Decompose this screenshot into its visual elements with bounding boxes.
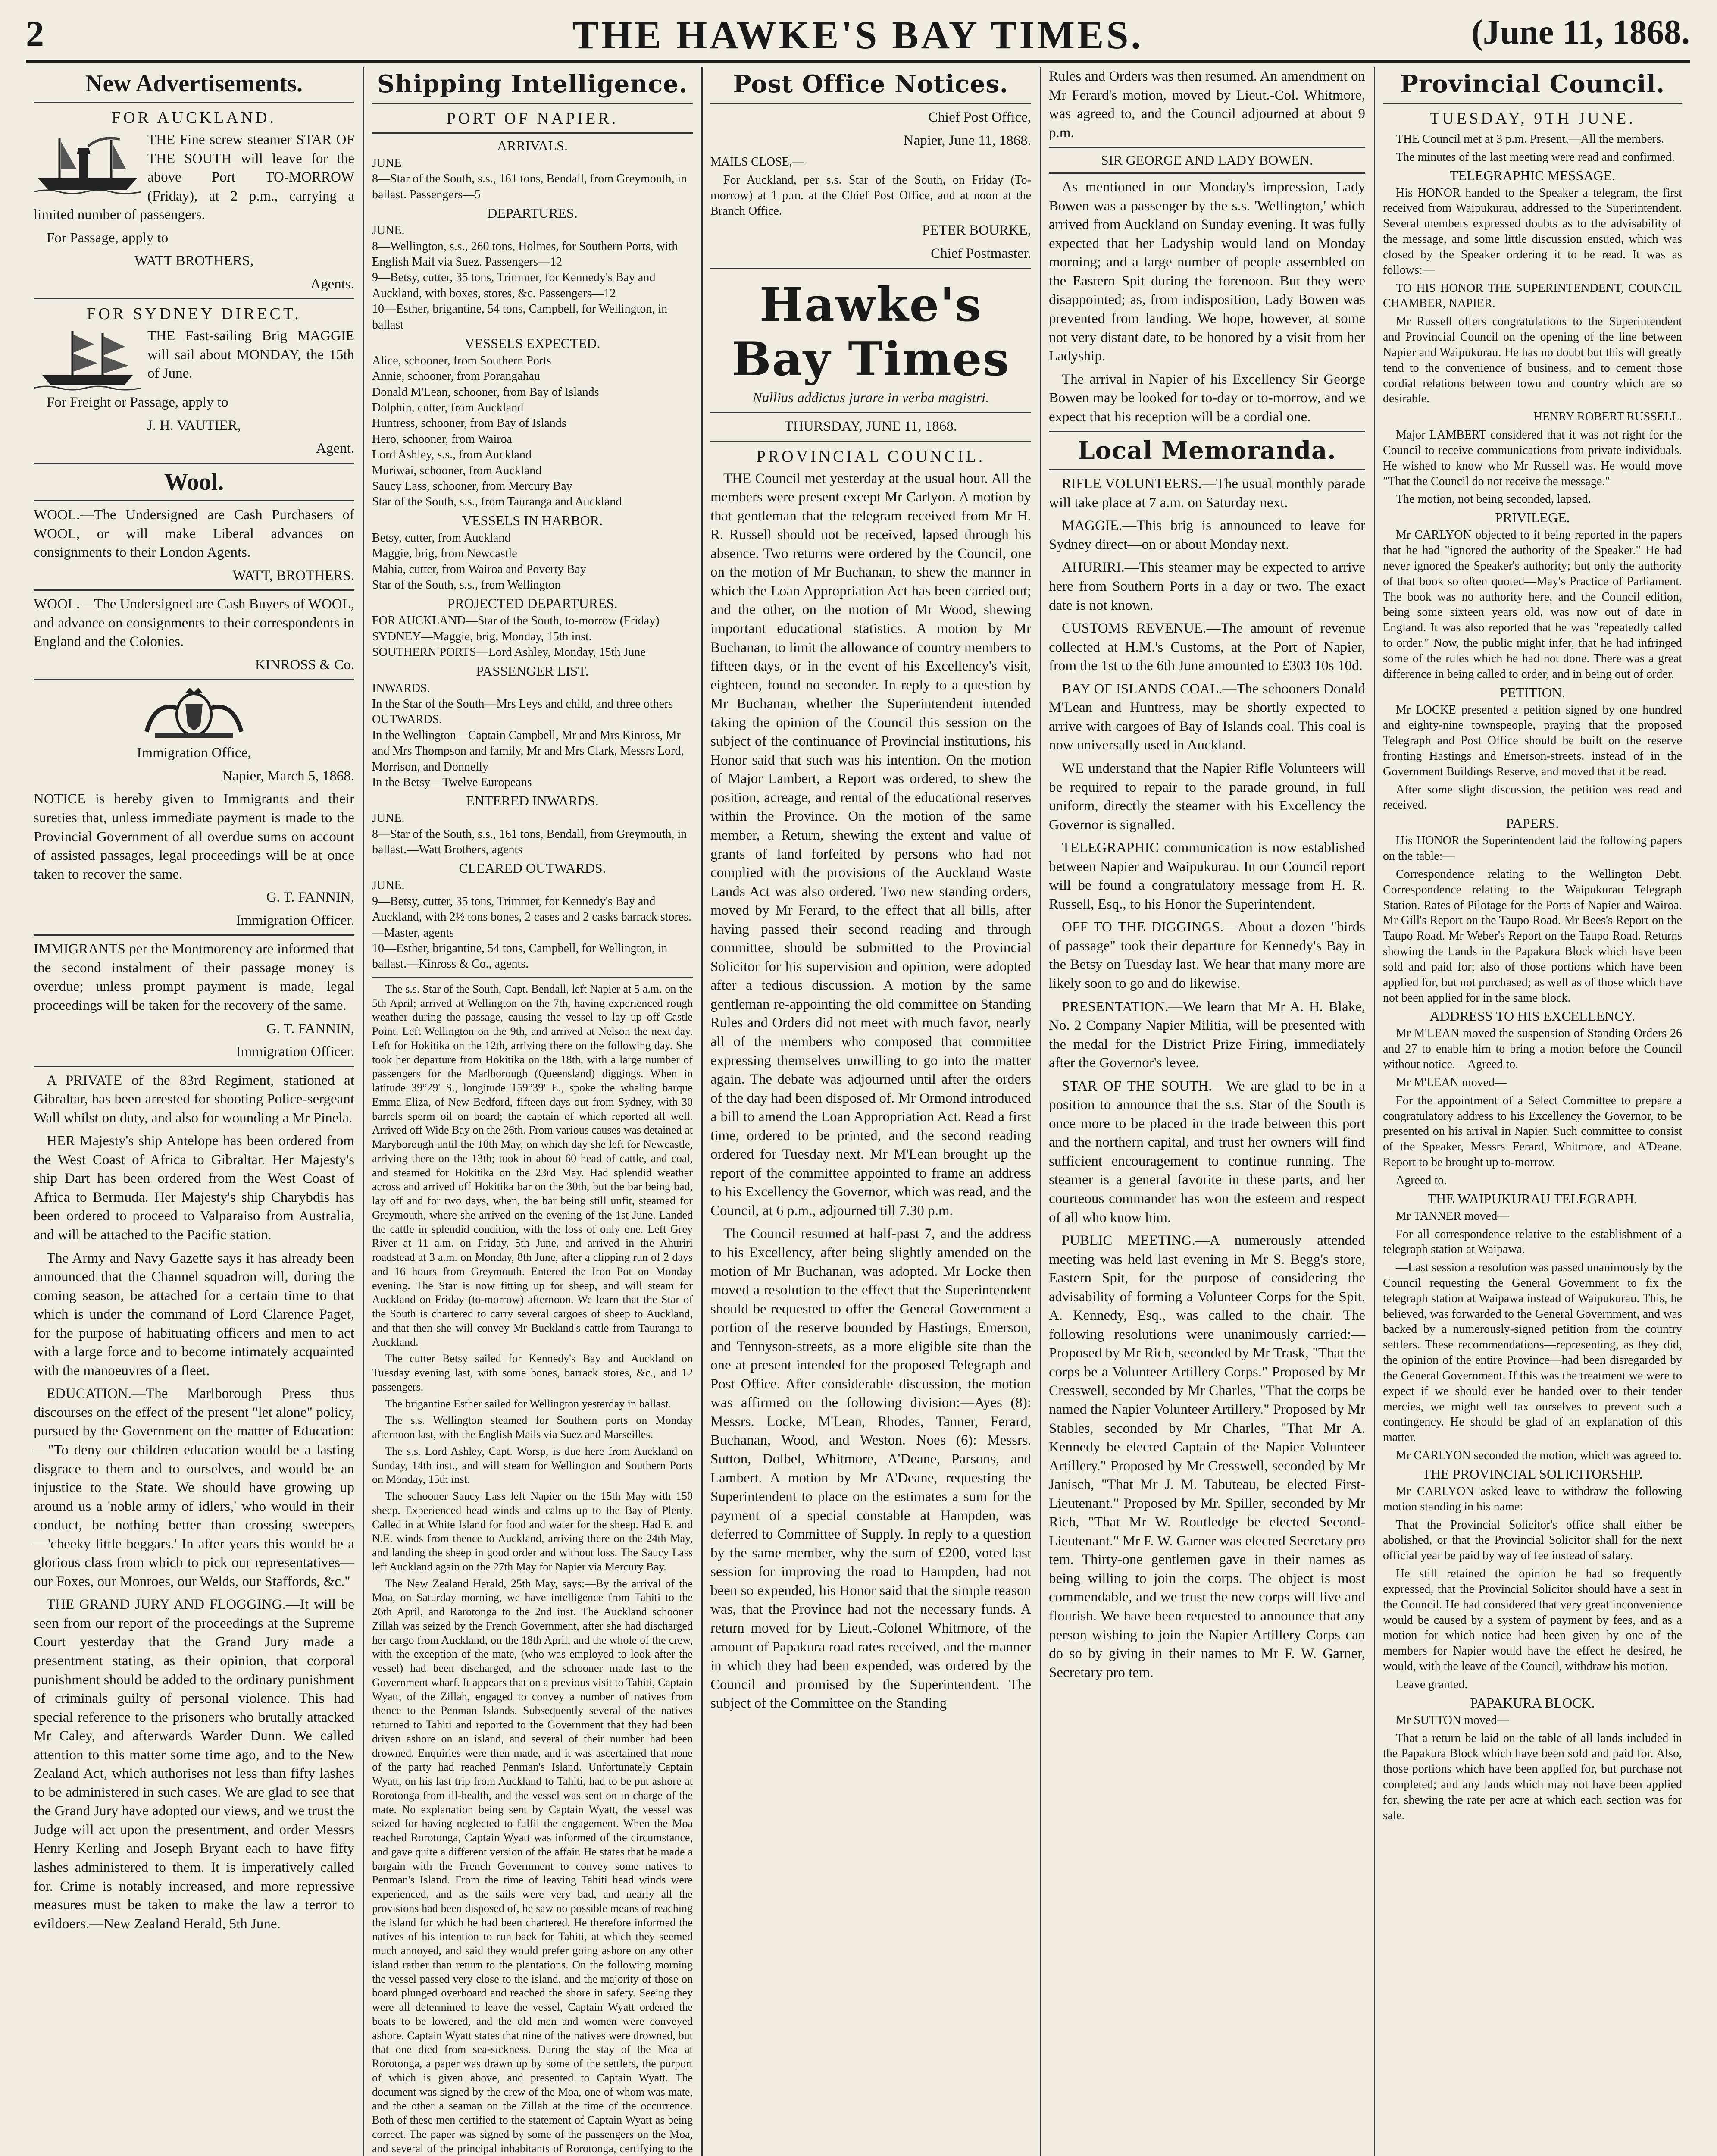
section-title-post-office: Post Office Notices. (733, 70, 1009, 98)
proceedings-signature: HENRY ROBERT RUSSELL. (1533, 410, 1682, 424)
council-report-paragraph: THE Council met yesterday at the usual hour. All the members were present except Mr Carlyon. A motion by that gentleman that the telegram received from Mr H. R. Russell should not be received, lapsed through his absence. Two returns were ordered by the Council, one on the motion of Mr Buchanan, to shew the manner in which the Loan Appropriation Act has been carried out; and the other, on the motion of Mr Wood, shewing important educational statistics. A motion by Mr Buchanan, to limit the allowance of country members to fifteen days, or in the event of his Excellency's visit, eighteen, found no seconder. In reply to a question by Mr Buchanan, whether the Superintendent intended taking the opinion of the Council this session on the subject of the continuance of Provincial institutions, his Honor said that such was his intention. On the motion of Major Lambert, a Report was ordered, to shew the position, acreage, and rental of the educational reserves within the Province. On the motion of the same member, a Return, shewing the extent and value of grants of land forfeited by persons who had not complied with the provisions of the Auckland Waste Lands Act was also ordered. Two new standing orders, moved by Mr Ferard, to the effect that all bills, after having passed their second reading and through committee, should be submitted to the Provincial Solicitor for his supervision and opinion, were adopted after a tedious discussion. A motion by the same gentleman re-appointing the old committee on Standing Rules and Orders did not meet with much favor, nearly all of the members who composed that committee expressing themselves unwilling to go into the matter again. The debate was adjourned until after the orders of the day had been disposed of. Mr Ormond introduced a bill to amend the Loan Appropriation Act. Read a first time, ordered to be printed, and the second reading ordered for Tuesday next. Mr M'Lean brought up the report of the committee appointed to frame an address to his Excellency the Governor, which was read, and the Council, at 6 p.m., adjourned till 7.30 p.m. (710, 470, 1031, 1219)
vessel-entry: Huntress, schooner, from Bay of Islands (372, 417, 566, 430)
divider (1049, 172, 1365, 174)
proceedings-subheading: PAPERS. (1506, 815, 1559, 831)
editorial-motto: Nullius addictus jurare in verba magistri. (752, 390, 989, 406)
memorandum-paragraph: TELEGRAPHIC communication is now established between Napier and Waipukurau. In our Council report will be found a congratulatory message from H. R. Russell, Esq., to his Honor the Superintendent. (1049, 840, 1365, 912)
immigration-office: Immigration Office, (137, 745, 251, 761)
vessels-in-harbor-list (372, 530, 693, 593)
memorandum-paragraph: CUSTOMS REVENUE.—The amount of revenue collected at H.M.'s Customs, at the Port of Napier, from the 1st to the 6th June amounted to £303 10s 10d. (1049, 620, 1365, 674)
departures-heading: DEPARTURES. (487, 205, 578, 221)
news-paragraph: A PRIVATE of the 83rd Regiment, stationed at Gibraltar, has been arrested for shooting Police-sergeant Wall whilst on duty, and also for wounding a Mr Pinela. (34, 1072, 354, 1126)
shipping-report-paragraph: The s.s. Star of the South, Capt. Bendall, left Napier at 5 a.m. on the 5th April; arrived at Wellington on the 7th, having experienced rough weather during the passage, causing the vessel to lay up off Castle Point. Left Wellington on the 9th, and arrived at Nelson the next day. Left for Hokitika on the 12th, arriving there on the following day. She took her departure from Hokitika on the 18th, with a large number of passengers for the Marlborough (Queensland) diggings. When in latitude 39°29' S., longitude 159°39' E., spoke the whaling barque Emma Eliza, of New Bedford, fifteen days out from Sydney, with 30 barrels sperm oil on board; the captain of which reported all well. Arrived off Wide Bay on the 26th. From various causes was detained at Maryborough until the 10th May, on which day she left for Newcastle, arriving there on the 13th; took in about 60 head of cattle, and coal, and steamed for Hokitika on the 23rd May. Had splendid weather across and arrived off Hokitika bar on the 30th, but the bar being bad, lay off and for two days, when, the bar being still unfit, steamed for Greymouth, where she arrived on the evening of the 1st June. Landed the cattle in splendid condition, with the loss of only one. Left Grey River at 11 a.m. on Friday, 5th June, and arrived in the Ahuriri roadstead at 3 a.m. on Monday, 8th June, after a clipping run of 2 days and 16 hours from Greymouth. Entered the Iron Pot on Monday evening. The Star is now fitting up for sheep, and will steam for Auckland on Friday (to-morrow) afternoon. We learn that the Star of the South is chartered to carry several cargoes of sheep to Auckland, and that then she will convey Mr Buckland's cattle from Tauranga to Auckland. (372, 982, 693, 1348)
divider (1049, 469, 1365, 470)
divider (34, 1066, 354, 1067)
proceedings-paragraph: He still retained the opinion he had so frequently expressed, that the Provincial Solicitor should have a seat in the Council. He had considered that very great inconvenience would be caused by a system of payment by fees, and as a motion for which notice had been given by one of the members for Napier would have the effect he desired, he would, with the leave of the Council, withdraw his motion. (1383, 1567, 1682, 1673)
shipping-report-paragraph: The s.s. Wellington steamed for Southern ports on Monday afternoon last, with the English Mails via Suez and Marseilles. (372, 1414, 693, 1441)
shipping-entry: 8—Wellington, s.s., 260 tons, Holmes, for Southern Ports, with English Mail via Suez. Passengers—12 (372, 239, 678, 269)
section-title-new-advertisements: New Advertisements. (85, 70, 303, 97)
cleared-outwards-list (372, 878, 693, 972)
sydney-ad-freight: For Freight or Passage, apply to (47, 395, 228, 411)
vessel-entry: Annie, schooner, from Porangahau (372, 370, 540, 383)
immigration-notice-signer-title: Immigration Officer. (236, 912, 354, 928)
arrivals-heading: ARRIVALS. (497, 138, 568, 154)
entered-inwards-list (372, 811, 693, 858)
column-shipping (364, 67, 701, 2156)
memorandum-paragraph: WE understand that the Napier Rifle Volunteers will be required to repair to the parade ground, in full uniform, directly the steamer with his Excellency the Governor is signalled. (1049, 760, 1365, 833)
immigration-date: Napier, March 5, 1868. (222, 768, 354, 784)
proceedings-subheading: PAPAKURA BLOCK. (1470, 1695, 1595, 1711)
proceedings-paragraph: His HONOR handed to the Speaker a telegram, the first received from Waipukurau, addressed to the Superintendent. Several members expressed doubts as to the advisability of the message, and some little discussion ensued, which was closed by the Speaker ordering it to be read. It was as follows:— (1383, 186, 1682, 277)
passenger-entry: OUTWARDS. (372, 713, 442, 727)
column-local-news (1041, 67, 1373, 2156)
section-title-provincial-council: Provincial Council. (1400, 70, 1665, 98)
postmaster-title: Chief Postmaster. (931, 245, 1031, 261)
memorandum-paragraph: OFF TO THE DIGGINGS.—About a dozen "birds of passage" took their departure for Kennedy's Bay in the Betsy on Tuesday last. We hear that many more are likely soon to go and do likewise. (1049, 919, 1365, 991)
divider (372, 103, 693, 104)
vessel-entry: Star of the South, s.s., from Tauranga and Auckland (372, 495, 622, 509)
divider (710, 441, 1031, 442)
proceedings-subheading: TELEGRAPHIC MESSAGE. (1449, 167, 1615, 183)
royal-coat-of-arms-icon (129, 684, 259, 740)
divider (34, 102, 354, 103)
passenger-entry: In the Betsy—Twelve Europeans (372, 775, 532, 789)
expected-heading: VESSELS EXPECTED. (464, 335, 600, 351)
local-memoranda-list (1049, 475, 1365, 1682)
proceedings-quoted-text: That a return be laid on the table of all lands included in the Papakura Block which have been sold and paid for. Also, those portions which have been applied for, but purchase not completed; and any lands which may not have been applied for, shewing the rate per acre at which each section was for sale. (1383, 1731, 1682, 1822)
bowen-paragraph: As mentioned in our Monday's impression, Lady Bowen was a passenger by the s.s. 'Wellington,' which arrived from Auckland on Sunday evening. It was fully expected that her Ladyship would land on Monday morning; and a large number of people assembled on the Eastern Spit during the forenoon. But they were disappointed; as, from indisposition, Lady Bowen was prevented from landing. We hope, however, at some not very distant date, to be honored by a visit from her Ladyship. (1049, 179, 1365, 364)
shipping-report-paragraph: The s.s. Lord Ashley, Capt. Worsp, is due here from Auckland on Sunday, 14th inst., and will steam for Wellington and Southern Ports on Monday, 15th inst. (372, 1445, 693, 1486)
proceedings-paragraph: Leave granted. (1396, 1677, 1468, 1691)
news-paragraph: The Army and Navy Gazette says it has already been announced that the Channel squadron will, during the coming season, be attached for a certain time to that which is under the command of Lord Clarence Paget, for the purpose of habituating officers and men to act with a large force and to become intimately acquainted with the manoeuvres of a fleet. (34, 1250, 354, 1379)
departures-list (372, 223, 693, 333)
proceedings-paragraph: Agreed to. (1396, 1173, 1447, 1187)
vessel-entry: Saucy Lass, schooner, from Mercury Bay (372, 479, 572, 493)
shipping-report-paragraph: The cutter Betsy sailed for Kennedy's Bay and Auckland on Tuesday evening last, with some bones, barrack stores, &c., and 12 passengers. (372, 1352, 693, 1393)
divider (710, 412, 1031, 413)
projected-departures-list (372, 613, 693, 660)
bowen-paragraph: The arrival in Napier of his Excellency Sir George Bowen may be looked for to-day or to-morrow, and we expect that his reception will be a cordial one. (1049, 371, 1365, 425)
column-post-office-and-editorial (703, 67, 1039, 2156)
editorial-masthead: Hawke's Bay Times (732, 277, 1010, 386)
shipping-report-paragraph: The brigantine Esther sailed for Wellington yesterday in ballast. (385, 1397, 671, 1410)
page-header (26, 9, 1690, 58)
shipping-report-paragraph: The schooner Saucy Lass left Napier on the 15th May with 150 sheep. Experienced head winds and calms up to the Bay of Plenty. Called in at White Island for food and water for the sheep. Had E. and N.E. winds from thence to Auckland, arriving there on the 24th May, and landing the sheep in good order and without loss. The Saucy Lass left Auckland again on the 27th May for Napier via Mercury Bay. (372, 1490, 693, 1573)
shipping-entry: JUNE (372, 157, 402, 170)
post-office-address: Chief Post Office, (928, 110, 1031, 125)
steamer-ship-icon (34, 131, 141, 195)
vessel-entry: Maggie, brig, from Newcastle (372, 547, 517, 561)
auckland-ad-heading: FOR AUCKLAND. (111, 109, 277, 127)
proceedings-paragraph: THE Council met at 3 p.m. Present,—All the members. (1396, 132, 1664, 146)
sydney-ad-agent-title: Agent. (316, 441, 354, 457)
shipping-entry: 8—Star of the South, s.s., 161 tons, Bendall, from Greymouth, in ballast.—Watt Brothers, agents (372, 827, 687, 857)
shipping-entry: 8—Star of the South, s.s., 161 tons, Bendall, from Greymouth, in ballast. Passengers—5 (372, 172, 687, 201)
divider (1383, 103, 1682, 104)
news-paragraph: HER Majesty's ship Antelope has been ordered from the West Coast of Africa to Gibraltar. Her Majesty's ship Dart has been ordered from the West Coast of Africa to Bermuda. Her Majesty's ship Charybdis has been ordered to proceed to Valparaiso from Australia, and will be attached to the Pacific station. (34, 1133, 354, 1243)
memorandum-paragraph: STAR OF THE SOUTH.—We are glad to be in a position to announce that the s.s. Star of the South is once more to be placed in the trade between this port and the northern capital, and trust her owners will find sufficient encouragement to continue running. The steamer is a general favorite in these parts, and her courteous commander has won the esteem and respect of all who know him. (1049, 1078, 1365, 1225)
vessel-entry: Hero, schooner, from Wairoa (372, 432, 512, 446)
proceedings-paragraph: Mr TANNER moved— (1396, 1209, 1510, 1223)
proceedings-paragraph: The motion, not being seconded, lapsed. (1396, 492, 1591, 506)
harbor-heading: VESSELS IN HARBOR. (462, 512, 603, 528)
proceedings-paragraph: Mr CARLYON objected to it being reported in the papers that he had "ignored the authority of the Speaker." He had never ignored the Speaker's authority; but only the authority of that book so often quoted—May's Practice of Parliament. The book was no authority here, and the Council edition, being some sixteen years old, was now out of date in England. It was also reported that he was "repeatedly called to order." Now, the public might infer, that he had infringed some of the rules which he had not done. There was a great difference in being called to order, and in being out of order. (1383, 528, 1682, 681)
auckland-ad (34, 131, 354, 229)
memorandum-paragraph: PRESENTATION.—We learn that Mr A. H. Blake, No. 2 Company Napier Militia, will be presented with the medal for the District Prize Firing, immediately after the Governor's levee. (1049, 999, 1365, 1071)
wool-ad-kinross-body: WOOL.—The Undersigned are Cash Buyers of WOOL, and advance on consignments to their correspondents in England and the Colonies. (34, 596, 354, 650)
proceedings-subheading: PETITION. (1500, 684, 1565, 700)
proceedings-paragraph: Mr SUTTON moved— (1396, 1713, 1509, 1727)
vessel-entry: Mahia, cutter, from Wairoa and Poverty Bay (372, 562, 586, 576)
news-paragraph: EDUCATION.—The Marlborough Press thus discourses on the effect of the present "let alone" policy, pursued by the Government on the matter of Education:—"To deny our children education would be a lasting disgrace to them and to ourselves, and would be an injustice to the State. We should have growing up around us a 'noble army of idlers,' who would in their conduct, be nothing better than crossing sweepers—'cheeky little beggars.' In after years this would be a glorious class from which to pick our representatives—our Foxes, our Monroes, our Welds, our Staffords, &c." (34, 1386, 354, 1589)
proceedings-paragraph: —Last session a resolution was passed unanimously by the Council requesting the General Government to fix the telegraph station at Waipawa instead of Waipukurau. This, he believed, was forwarded to the General Government, and was backed by a numerously-signed petition from the country settlers. These recommendations—representing, as they did, the opinion of the entire Province—had been disregarded by the General Government. If this was the treatment we were to expect if we should ever be handed over to their tender mercies, we might well tax ourselves to prevent such a contingency. He should be glad of an explanation of this matter. (1383, 1261, 1682, 1445)
vessel-entry: Betsy, cutter, from Auckland (372, 531, 511, 545)
shipping-entry: SOUTHERN PORTS—Lord Ashley, Monday, 15th June (372, 646, 646, 659)
divider (372, 977, 693, 978)
divider (34, 500, 354, 501)
mails-close-label: MAILS CLOSE,— (710, 155, 804, 169)
issue-date: (June 11, 1868. (1471, 13, 1690, 51)
immigration-notice-signer: G. T. FANNIN, (266, 890, 354, 906)
council-heading: PROVINCIAL COUNCIL. (756, 447, 985, 466)
shipping-entry: JUNE. (372, 879, 405, 893)
postmaster-name: PETER BOURKE, (922, 222, 1031, 238)
proceedings-subheading: PRIVILEGE. (1495, 510, 1570, 526)
divider (372, 132, 693, 134)
proceedings-subheading: ADDRESS TO HIS EXCELLENCY. (1429, 1008, 1636, 1024)
proceedings-quoted-text: Mr Russell offers congratulations to the Superintendent and Provincial Council on the opening of the line between Napier and Waipukurau. He has no doubt but this will greatly tend to the convenience of business, and to cement those cordial relations between town and country which are so desirable. (1383, 315, 1682, 406)
passenger-entry: In the Wellington—Captain Campbell, Mr and Mrs Kinross, Mr and Mrs Thompson and family, Mr and Mrs Clark, Messrs Lord, Morrison, and Donnelly (372, 728, 684, 774)
montmorency-notice-signer-title: Immigration Officer. (236, 1044, 354, 1060)
cleared-heading: CLEARED OUTWARDS. (459, 860, 606, 876)
proceedings-quoted-text: For all correspondence relative to the establishment of a telegraph station at Waipawa. (1383, 1227, 1682, 1257)
memorandum-paragraph: RIFLE VOLUNTEERS.—The usual monthly parade will take place at 7 a.m. on Saturday next. (1049, 476, 1365, 511)
council-report-continuation: Rules and Orders was then resumed. An amendment on Mr Ferard's motion, moved by Lieut.-Col. Whitmore, was agreed to, and the Council adjourned at about 9 p.m. (1049, 69, 1365, 141)
proceedings-paragraph: Major LAMBERT considered that it was not right for the Council to receive communications from private individuals. He wished to know who Mr Russell was. He would move "That the Council do not receive the message." (1383, 428, 1682, 488)
column-advertisements (26, 67, 362, 2156)
auckland-ad-body: THE Fine screw steamer STAR OF THE SOUTH will leave for the above Port TO-MORROW (Friday), at 2 p.m., carrying a limited number of passengers. (34, 132, 354, 223)
shipping-entry: FOR AUCKLAND—Star of the South, to-morrow (Friday) (372, 614, 660, 628)
memorandum-paragraph: PUBLIC MEETING.—A numerously attended meeting was held last evening in Mr S. Begg's store, Eastern Spit, for the purpose of considering the advisability of forming a Volunteer Corps for the Spit. A. Kennedy, Esq., was called to the chair. The following resolutions were unanimously carried:—Proposed by Mr Rich, seconded by Mr Trask, "That the corps be a Volunteer Artillery Corps." Proposed by Mr Cresswell, seconded by Mr Charles, "That the corps be named the Napier Volunteer Artillery." Proposed by Mr Stables, seconded by Mr Charles, "That Mr A. Kennedy be elected Captain of the Napier Volunteer Artillery." Proposed by Mr Cresswell, seconded by Mr Janisch, "That Mr J. M. Tabuteau, be elected First-Lieutenant." Proposed by Mr. Spiller, seconded by Mr Rich, "That Mr W. Routledge be elected Second-Lieutenant." Mr F. W. Garner was elected Secretary pro tem. Thirty-one gentlemen gave in their names as being willing to join the corps. The object is most commendable, and we trust the new corps will live and flourish. We have been requested to announce that any person wishing to join the Napier Artillery Corps can do so by giving in their names to Mr F. W. Garner, Secretary pro tem. (1049, 1233, 1365, 1680)
divider (34, 298, 354, 299)
column-provincial-council (1375, 67, 1690, 2156)
immigration-notice-body: NOTICE is hereby given to Immigrants and their sureties that, unless immediate payment is made to the Provincial Government of all overdue sums on account of assisted passages, legal proceedings will be at once taken to recover the same. (34, 791, 354, 882)
council-date-heading: TUESDAY, 9TH JUNE. (1429, 110, 1636, 128)
header-rule (26, 60, 1690, 63)
council-proceedings (1383, 132, 1682, 1824)
section-title-local-memoranda: Local Memoranda. (1078, 436, 1336, 465)
post-office-date: Napier, June 11, 1868. (903, 132, 1031, 148)
editorial-date: THURSDAY, JUNE 11, 1868. (784, 419, 957, 435)
proceedings-paragraph: Mr CARLYON seconded the motion, which was agreed to. (1396, 1449, 1682, 1463)
vessel-entry: Dolphin, cutter, from Auckland (372, 401, 524, 415)
entered-heading: ENTERED INWARDS. (466, 793, 599, 809)
proceedings-quoted-text: That the Provincial Solicitor's office shall either be abolished, or that the Provincial Solicitor shall for the next official year be paid by way of fee instead of salary. (1383, 1518, 1682, 1563)
passenger-heading: PASSENGER LIST. (476, 663, 589, 679)
vessel-entry: Lord Ashley, s.s., from Auckland (372, 448, 532, 462)
shipping-entry: JUNE. (372, 812, 405, 825)
shipping-entry: 10—Esther, brigantine, 54 tons, Campbell, for Wellington, in ballast.—Kinross & Co., agents. (372, 942, 668, 971)
memorandum-paragraph: MAGGIE.—This brig is announced to leave for Sydney direct—on or about Monday next. (1049, 518, 1365, 552)
passenger-list (372, 681, 693, 791)
sailing-brig-icon (34, 327, 141, 392)
passenger-entry: In the Star of the South—Mrs Leys and child, and three others (372, 697, 673, 711)
shipping-entry: JUNE. (372, 224, 405, 238)
shipping-entry: 9—Betsy, cutter, 35 tons, Trimmer, for Kennedy's Bay and Auckland, with boxes, stores, &c. Passengers—12 (372, 271, 656, 300)
montmorency-notice-body: IMMIGRANTS per the Montmorency are informed that the second instalment of their passage money is overdue; unless prompt payment is made, legal proceedings will be taken for the recovery of the same. (34, 941, 354, 1013)
council-report-paragraph: The Council resumed at half-past 7, and the address to his Excellency, after being slightly amended on the motion of Mr Buchanan, was adopted. Mr Locke then moved a resolution to the effect that the Superintendent should be requested to offer the General Government a portion of the reserve bounded by Hastings, Emerson, and Tennyson-streets, as a more eligible site than the one at present intended for the proposed Telegraph and Post Office. After considerable discussion, the motion was affirmed on the following division:—Ayes (8): Messrs. Locke, M'Lean, Rhodes, Tanner, Ferard, Buchanan, Wood, and Weston. Noes (6): Messrs. Sutton, Dolbel, Whitmore, A'Deane, Parsons, and Lambert. A motion by Mr A'Deane, requesting the Superintendent to place on the estimates a sum for the payment of a special constable at Hampden, was deferred to Committee of Supply. In reply to a question by the same member, why the sum of £200, voted last session for improving the road to Hampden, had not been so expended, his Honor said that the simple reason was, that the Province had not the necessary funds. A return moved for by Lieut.-Colonel Whitmore, of the amount of Papakura road rates received, and the manner in which they had been expended, was ordered by the Council and promised by the Superintendent. The subject of the Committee on the Standing (710, 1226, 1031, 1711)
arrivals-list (372, 156, 693, 203)
memorandum-paragraph: BAY OF ISLANDS COAL.—The schooners Donald M'Lean and Huntress, may be shortly expected to arrive with cargoes of Bay of Islands coal. This coal is now universally used in Auckland. (1049, 681, 1365, 753)
vessels-expected-list (372, 353, 693, 510)
auckland-ad-agent: WATT BROTHERS, (134, 253, 254, 269)
proceedings-paragraph: The minutes of the last meeting were read and confirmed. (1396, 150, 1675, 164)
vessel-entry: Muriwai, schooner, from Auckland (372, 464, 542, 477)
montmorency-notice-signer: G. T. FANNIN, (266, 1021, 354, 1037)
proceedings-quoted-text: Correspondence relating to the Wellington Debt. Correspondence relating to the Waipukurau Telegraph Station. Rates of Pilotage for the Ports of Napier and Wairoa. Mr Gill's Report on the Taupo Road. Mr Bees's Report on the Taupo Road. Mr Weber's Report on the Taupo Road. Returns showing the Lands in the Papakura Block which have been sold and paid for; also of those portions which have been applied for, but not purchased; as well as of those which have not been applied for in the same block. (1383, 867, 1682, 1005)
divider (710, 268, 1031, 269)
auckland-ad-passage: For Passage, apply to (47, 230, 169, 246)
port-heading: PORT OF NAPIER. (446, 110, 619, 128)
wool-ad-watt-body: WOOL.—The Undersigned are Cash Purchasers of WOOL, or will make Liberal advances on consignments to their London Agents. (34, 507, 354, 561)
wool-ad-kinross-signer: KINROSS & Co. (255, 657, 354, 673)
news-paragraph: THE GRAND JURY AND FLOGGING.—It will be seen from our report of the proceedings at the Supreme Court yesterday that the Grand Jury made a presentment stating, as their opinion, that corporal punishment should be added to the ordinary punishment of criminals guilty of personal violence. This had special reference to the prisoners who brutally attacked Mr Caley, and afterwards Warder Dunn. We called attention to this matter some time ago, and to the New Zealand Act, which authorises not less than fifty lashes to be administered in such cases. We are glad to see that the Grand Jury have adopted our views, and we trust the Judge will act upon the presentment, and order Messrs Henry Kerling and Joseph Bryant each to have fifty lashes administered to them. It is imperatively called for. Crime is notably increased, and more repressive measures must be taken to make the law a terror to evildoers.—New Zealand Herald, 5th June. (34, 1597, 354, 1932)
divider (1049, 431, 1365, 432)
shipping-reports (372, 982, 693, 2156)
projected-heading: PROJECTED DEPARTURES. (447, 595, 618, 611)
memorandum-paragraph: AHURIRI.—This steamer may be expected to arrive here from Southern Ports in a day or two. The exact date is not known. (1049, 560, 1365, 613)
proceedings-paragraph: After some slight discussion, the petition was read and received. (1383, 783, 1682, 812)
passenger-entry: INWARDS. (372, 681, 430, 695)
proceedings-paragraph: Mr CARLYON asked leave to withdraw the following motion standing in his name: (1383, 1484, 1682, 1514)
bowen-heading: SIR GEORGE AND LADY BOWEN. (1101, 152, 1314, 168)
newspaper-title: THE HAWKE'S BAY TIMES. (572, 13, 1144, 57)
proceedings-paragraph: His HONOR the Superintendent laid the following papers on the table:— (1383, 834, 1682, 863)
proceedings-paragraph: Mr M'LEAN moved— (1396, 1075, 1507, 1089)
proceedings-paragraph: Mr M'LEAN moved the suspension of Standing Orders 26 and 27 to enable him to bring a motion before the Council without notice.—Agreed to. (1383, 1027, 1682, 1072)
divider (34, 934, 354, 936)
proceedings-subheading: THE PROVINCIAL SOLICITORSHIP. (1422, 1466, 1643, 1482)
sydney-ad-agent: J. H. VAUTIER, (147, 417, 241, 433)
wool-ad-watt-signer: WATT, BROTHERS. (232, 567, 354, 583)
section-title-shipping: Shipping Intelligence. (377, 70, 688, 98)
divider (1049, 147, 1365, 148)
vessel-entry: Star of the South, s.s., from Wellington (372, 578, 561, 592)
proceedings-quoted-text: TO HIS HONOR THE SUPERINTENDENT, COUNCIL CHAMBER, NAPIER. (1383, 281, 1682, 310)
sydney-ad-body: THE Fast-sailing Brig MAGGIE will sail about MONDAY, the 15th of June. (147, 328, 354, 382)
auckland-ad-agent-title: Agents. (310, 276, 354, 292)
proceedings-quoted-text: For the appointment of a Select Committee to prepare a congratulatory address to his Excellency the Governor, to be presented on his arrival in Napier. Such committee to consist of the Speaker, Messrs Ferard, Whitmore, and A'Deane. Report to be brought up to-morrow. (1383, 1094, 1682, 1169)
shipping-entry: 10—Esther, brigantine, 54 tons, Campbell, for Wellington, in ballast (372, 302, 668, 332)
proceedings-paragraph: Mr LOCKE presented a petition signed by one hundred and eighty-nine townspeople, praying that the proposed Telegraph and Post Office should be built on the reserve fronting Hastings and Emerson-streets, instead of in the Government Buildings Reserve, and moved that it be read. (1383, 703, 1682, 778)
sydney-ad (34, 327, 354, 393)
page-number: 2 (26, 14, 44, 54)
divider (710, 103, 1031, 104)
section-title-wool: Wool. (164, 469, 224, 496)
divider (34, 463, 354, 464)
proceedings-subheading: THE WAIPUKURAU TELEGRAPH. (1427, 1191, 1638, 1206)
vessel-entry: Alice, schooner, from Southern Ports (372, 354, 551, 367)
mails-close-body: For Auckland, per s.s. Star of the South, on Friday (To-morrow) at 1 p.m. at the Chief Post Office, and at noon at the Branch Office. (710, 173, 1031, 218)
divider (34, 589, 354, 591)
shipping-report-paragraph: The New Zealand Herald, 25th May, says:—By the arrival of the Moa, on Saturday morning, we have intelligence from Tahiti to the 26th April, and Rarotonga to the 2nd inst. The Auckland schooner Zillah was seized by the French Government, after she had discharged her cargo from Auckland, on the 18th April, and the whole of the crew, with the exception of the mate, (who was employed to look after the vessel) had been discharged, and the schooner made fast to the Government wharf. It appears that on a previous visit to Tahiti, Captain Wyatt, of the Zillah, engaged to convey a number of natives from thence to the Penman Islands. Subsequently several of the natives returned to Tahiti and reported to the Government that they had been driven ashore on an island, and several of their number had been drowned. Enquiries were then made, and it was ascertained that none of the party had reached Penman's Island. Unfortunately Captain Wyatt, on his last trip from Auckland to Tahiti, had to be put ashore at Rorotonga from ill-health, and the vessel was sent on in charge of the mate. No explanation being sent by Captain Wyatt, the vessel was seized for having neglected to fulfil the engagement. When the Moa reached Rorotonga, Captain Wyatt was informed of the circumstance, and gave quite a different version of the affair. He states that he made a bargain with the French Government to convey some natives to Penman's Island. From the time of leaving Tahiti head winds were experienced, and as the sails were very bad, and nearly all the provisions had been disposed of, he saw no possible means of reaching the island for which he had been chartered. He therefore informed the natives of his intention to run back for Tahiti, at which they seemed much annoyed, and said they would prefer going ashore on any other island rather than return to the plantations. On the following morning the vessel passed very close to the island, and the majority of those on board plunged overboard and reached the shore in safety. Seeing they were all determined to leave the vessel, Captain Wyatt ordered the boats to be lowered, and the old men and women were conveyed ashore. Captain Wyatt states that nine of the natives were drowned, but that one died from sea-sickness. During the stay of the Moa at Rorotonga, a paper was drawn up by some of the settlers, the purport of which is given above, and presented to Captain Wyatt. The document was signed by the crew of the Moa, one of whom was mate, and the other a seaman on the Zillah at the time of the occurrence. Both of these men certified to the statement of Captain Wyatt as being correct. The paper was signed by some of the passengers on the Moa, and several of the principal inhabitants of Rorotonga, certifying to the (372, 1577, 693, 2155)
sydney-ad-heading: FOR SYDNEY DIRECT. (87, 305, 301, 323)
vessel-entry: Donald M'Lean, schooner, from Bay of Islands (372, 385, 599, 399)
divider (34, 679, 354, 680)
shipping-entry: SYDNEY—Maggie, brig, Monday, 15th inst. (372, 630, 592, 643)
shipping-entry: 9—Betsy, cutter, 35 tons, Trimmer, for Kennedy's Bay and Auckland, with 2½ tons bones, 2 cases and 2 casks barrack stores.—Master, agents (372, 894, 692, 940)
